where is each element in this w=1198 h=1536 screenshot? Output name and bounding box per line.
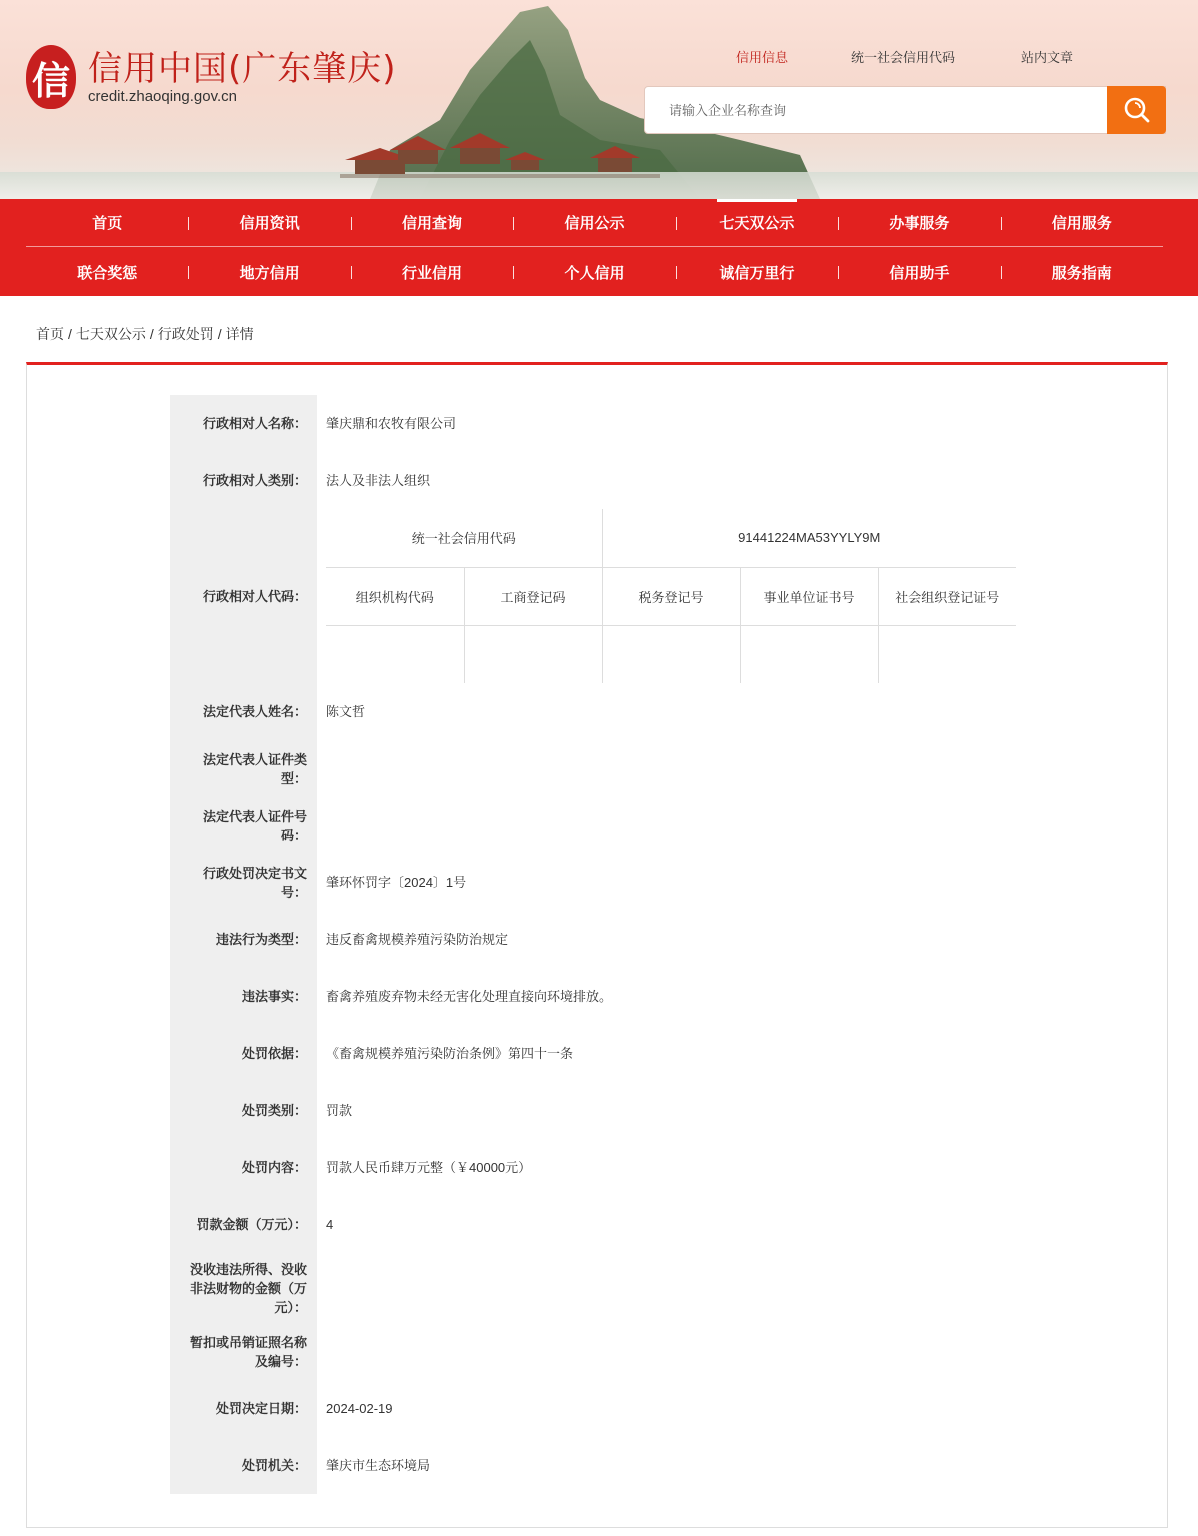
value-rep-name: 陈文哲 [326,704,366,719]
row-party-code [170,509,1016,683]
detail-table [170,395,1016,1494]
value-fine-amount: 4 [326,1217,334,1232]
top-links [700,47,1120,65]
row-rep-name [170,683,1016,740]
value-business-reg [464,625,602,683]
value-penalty-type: 罚款 [326,1103,353,1118]
label-party-name: 行政相对人名称： [170,395,317,452]
nav-personal-credit[interactable]: 个人信用 [513,248,675,296]
value-social-org-reg [878,625,1016,683]
row-license-revocation [170,1323,1016,1380]
nav-joint-rewards[interactable]: 联合奖惩 [77,264,138,282]
header-org-code: 组织机构代码 [326,567,464,625]
nav-services[interactable]: 办事服务 [838,199,1000,246]
label-violation-type: 违法行为类型： [170,911,317,968]
value-party-category: 法人及非法人组织 [326,473,431,488]
nav-industry-credit[interactable]: 行业信用 [351,248,513,296]
search-button[interactable] [1107,86,1166,134]
company-search-input[interactable] [645,87,1107,133]
value-org-code [326,625,464,683]
nav-row-2 [26,248,1163,296]
row-party-name [170,395,1016,452]
header-business-reg: 工商登记码 [464,567,602,625]
label-rep-id-type: 法定代表人证件类型： [170,740,317,797]
value-violation-fact: 畜禽养殖废弃物未经无害化处理直接向环境排放。 [326,989,613,1004]
row-decision-doc-no [170,854,1016,911]
site-title[interactable]: 信用中国(广东肇庆) [88,49,397,89]
row-rep-id-type [170,740,1016,797]
main-nav [0,199,1198,296]
logo-seal-icon[interactable]: 信 [26,45,76,109]
value-rep-id-no [317,797,1016,854]
row-fine-amount [170,1196,1016,1253]
nav-integrity-tour[interactable]: 诚信万里行 [676,248,838,296]
row-violation-fact [170,968,1016,1025]
row-penalty-basis [170,1025,1016,1082]
header-social-org-reg: 社会组织登记证号 [878,567,1016,625]
site-url: credit.zhaoqing.gov.cn [88,88,237,105]
nav-credit-services[interactable]: 信用服务 [1001,199,1163,246]
row-authority [170,1437,1016,1494]
label-fine-amount: 罚款金额（万元）： [170,1196,317,1253]
row-decision-date [170,1380,1016,1437]
row-party-category [170,452,1016,509]
top-link-uscc[interactable]: 统一社会信用代码 [851,50,956,65]
label-decision-doc-no: 行政处罚决定书文号： [170,854,317,911]
search-icon [1123,96,1151,124]
row-violation-type [170,911,1016,968]
value-license-revocation [317,1323,1016,1380]
uscc-header: 统一社会信用代码 [326,509,602,567]
nav-credit-query[interactable]: 信用查询 [351,199,513,246]
detail-panel [26,362,1168,1528]
breadcrumb-seven-day[interactable]: 七天双公示 [75,326,146,342]
breadcrumb-home[interactable]: 首页 [36,326,64,342]
row-penalty-content [170,1139,1016,1196]
label-license-revocation: 暂扣或吊销证照名称及编号： [170,1323,317,1380]
search-box [644,86,1166,134]
value-rep-id-type [317,740,1016,797]
top-link-credit-info[interactable]: 信用信息 [736,50,789,65]
label-confiscation: 没收违法所得、没收非法财物的金额（万元）： [170,1253,317,1323]
value-decision-doc-no: 肇环怀罚字〔2024〕1号 [326,875,467,890]
label-penalty-type: 处罚类别： [170,1082,317,1139]
site-header [0,0,1198,199]
row-rep-id-no [170,797,1016,854]
breadcrumb-penalty[interactable]: 行政处罚 [157,326,214,342]
nav-row-1 [26,199,1163,247]
value-penalty-content: 罚款人民币肆万元整（￥40000元） [326,1160,532,1175]
value-party-name: 肇庆鼎和农牧有限公司 [326,416,457,431]
value-institution-cert [740,625,878,683]
value-decision-date: 2024-02-19 [326,1401,393,1416]
nav-local-credit[interactable]: 地方信用 [188,248,350,296]
header-tax-reg: 税务登记号 [602,567,740,625]
nav-credit-assistant[interactable]: 信用助手 [838,248,1000,296]
uscc-value: 91441224MA53YYLY9M [602,509,1016,567]
value-tax-reg [602,625,740,683]
top-link-site-articles[interactable]: 站内文章 [1021,50,1074,65]
value-authority: 肇庆市生态环境局 [326,1458,431,1473]
code-table [326,509,1016,683]
value-confiscation [317,1253,1016,1323]
value-penalty-basis: 《畜禽规模养殖污染防治条例》第四十一条 [326,1046,574,1061]
label-penalty-content: 处罚内容： [170,1139,317,1196]
nav-seven-day-publicity[interactable]: 七天双公示 [676,199,838,246]
row-confiscation [170,1253,1016,1323]
nav-home[interactable]: 首页 [92,215,123,232]
nav-credit-publicity[interactable]: 信用公示 [513,199,675,246]
label-decision-date: 处罚决定日期： [170,1380,317,1437]
header-institution-cert: 事业单位证书号 [740,567,878,625]
label-rep-name: 法定代表人姓名： [170,683,317,740]
value-violation-type: 违反畜禽规模养殖污染防治规定 [326,932,509,947]
row-penalty-type [170,1082,1016,1139]
nav-service-guide[interactable]: 服务指南 [1001,248,1163,296]
nav-credit-news[interactable]: 信用资讯 [188,199,350,246]
label-party-category: 行政相对人类别： [170,452,317,509]
label-violation-fact: 违法事实： [170,968,317,1025]
label-rep-id-no: 法定代表人证件号码： [170,797,317,854]
label-party-code: 行政相对人代码： [170,509,317,683]
breadcrumb: 首页 / 七天双公示 / 行政处罚 / 详情 [36,326,254,342]
label-authority: 处罚机关： [170,1437,317,1494]
breadcrumb-current: 详情 [225,326,254,342]
label-penalty-basis: 处罚依据： [170,1025,317,1082]
